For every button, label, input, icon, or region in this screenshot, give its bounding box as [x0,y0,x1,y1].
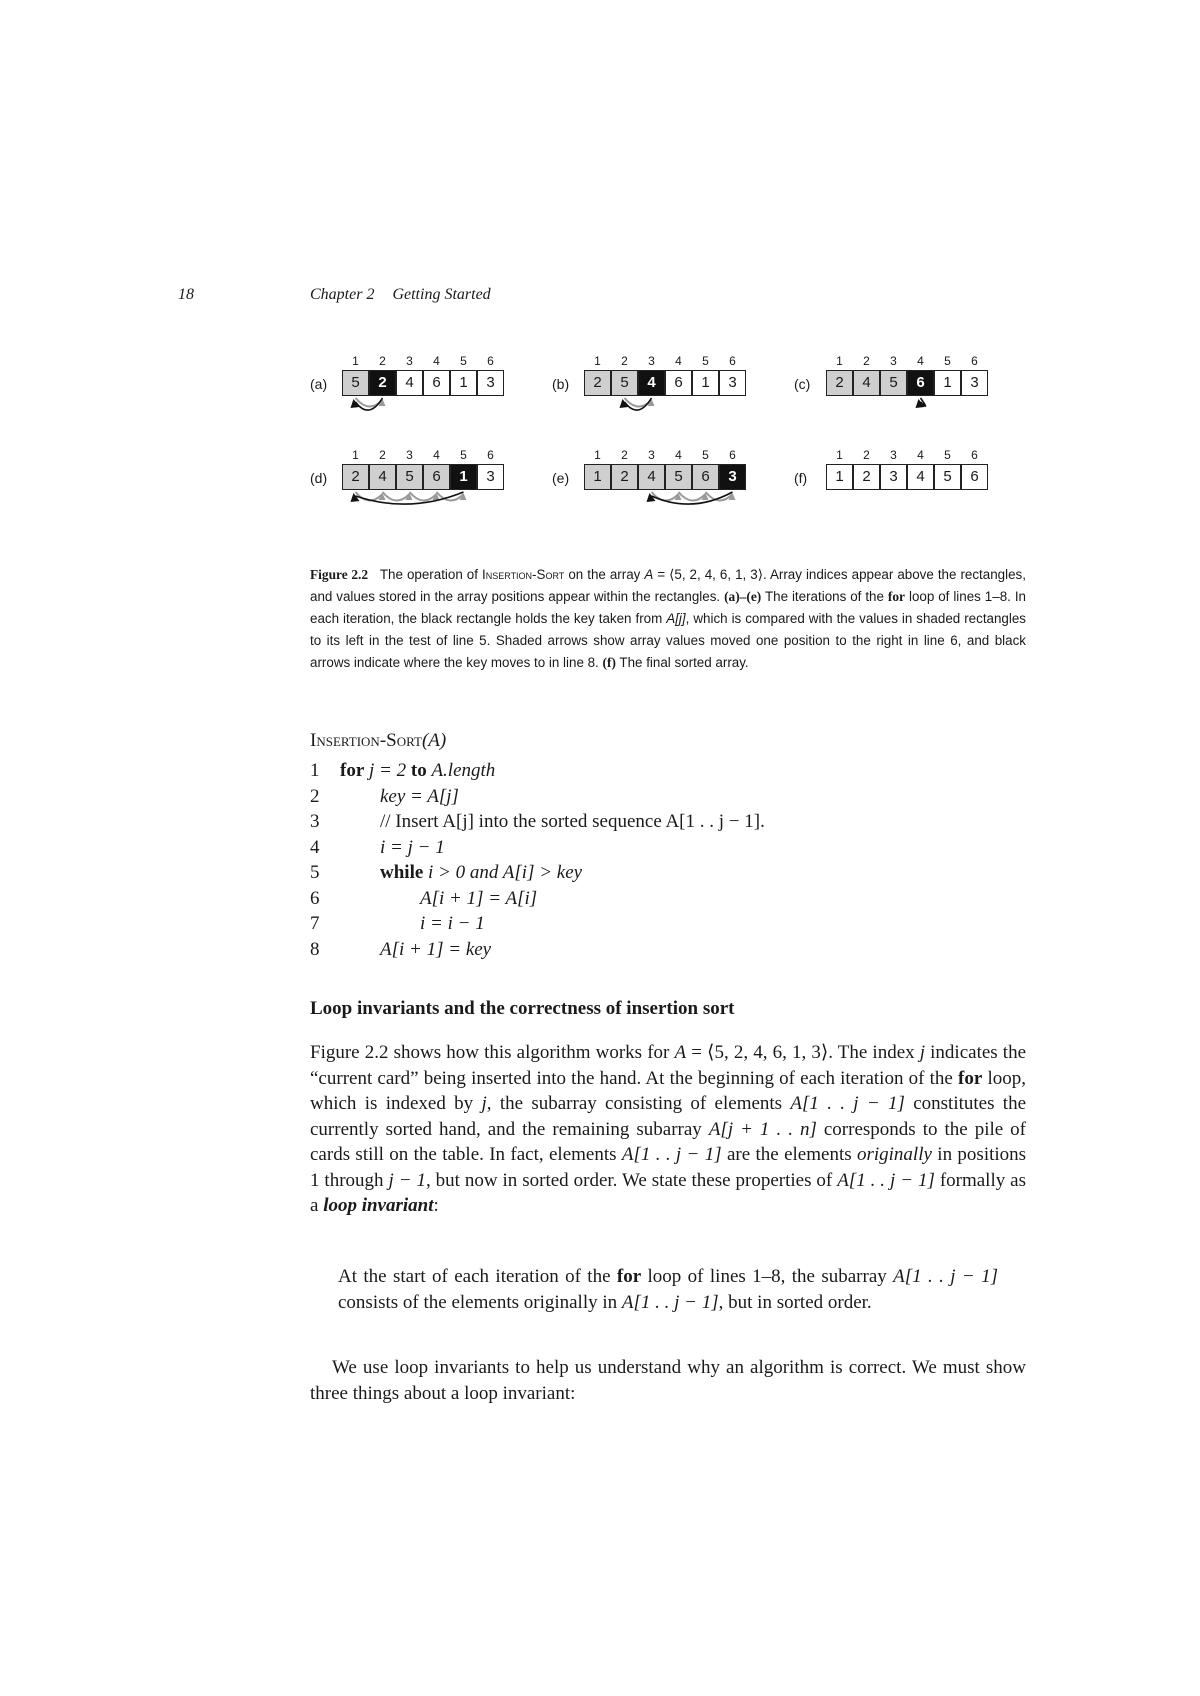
caption-ae: (a)–(e) [724,589,762,604]
invariant-statement: At the start of each iteration of the for loop of lines 1–8, the subarray A[1 . . j − 1] consists of the elements originally in A[1 . . j − 1], but in sorted order. [338,1266,998,1313]
array-index: 5 [944,354,951,368]
array-cell: 3 [880,464,907,490]
shift-arrow [356,398,383,407]
pseudocode-title: Insertion-Sort(A) [310,730,447,751]
array-index: 5 [702,448,709,462]
array-cell: 6 [423,464,450,490]
array-index: 3 [406,448,413,462]
move-arrows [552,330,772,430]
array-cell: 4 [638,464,665,490]
chapter-title: Getting Started [392,286,491,303]
array-cell: 1 [826,464,853,490]
array-cell: 3 [477,464,504,490]
code-line-7: 7 i = i − 1 [310,913,485,934]
caption-label: Figure 2.2 [310,567,369,582]
code-line-6: 6 A[i + 1] = A[i] [310,887,538,909]
array-cell: 5 [396,464,423,490]
array-index: 5 [702,354,709,368]
array-index: 4 [433,448,440,462]
panel-label: (e) [552,470,570,486]
caption-text: The iterations of the [764,589,884,604]
code-line-3: 3 // Insert A[j] into the sorted sequence A[1 . . j − 1]. [310,811,765,832]
array-index: 6 [729,354,736,368]
array-cell: 4 [907,464,934,490]
array-index: 4 [917,448,924,462]
figure-panel-c [794,330,1014,410]
array-cell: 6 [423,370,450,396]
array-cell: 2 [342,464,369,490]
array-index: 5 [460,448,467,462]
caption-text: , which is compared with the values in shaded rectangles to its left in the test of line 5. Shaded arrows show array values moved one position to the right in line 6, and black arrows indicate where the key moves to in line 8. [310,611,1026,670]
figure-caption [310,564,1026,674]
key-arrow [625,398,652,410]
array-index: 5 [944,448,951,462]
array-index: 5 [460,354,467,368]
array-index: 2 [621,354,628,368]
array-index: 3 [648,448,655,462]
array-index: 3 [406,354,413,368]
array-cell: 4 [396,370,423,396]
array-cell: 5 [934,464,961,490]
move-arrows [794,330,1014,430]
array-index: 1 [836,448,843,462]
section-title: Loop invariants and the correctness of insertion sort [310,998,735,1019]
array-cell: 6 [907,370,934,396]
code-line-1: 1 for j = 2 to A.length [310,760,496,781]
array-cell: 3 [477,370,504,396]
array-index: 2 [863,354,870,368]
figure-panel-b [552,330,772,410]
caption-text: on the array [568,567,641,582]
caption-for: for [887,589,906,604]
array-cell: 5 [342,370,369,396]
paragraph-1: Figure 2.2 shows how this algorithm works for A = ⟨5, 2, 4, 6, 1, 3⟩. The index j indicates the “current card” being inserted into the hand. At the beginning of each iteration of the for loop, which is indexed by j, the subarray consisting of elements A[1 . . j − 1] constitutes the currently sorted hand, and the remaining subarray A[j + 1 . . n] corresponds to the pile of cards still on the table. In fact, elements A[1 . . j − 1] are the elements originally in positions 1 through j − 1, but now in sorted order. We state these properties of A[1 . . j − 1] formally as a loop invariant: [310,1042,1027,1216]
array-cell: 4 [369,464,396,490]
array-cell: 3 [719,370,746,396]
array-cell: 5 [665,464,692,490]
array-index: 1 [594,448,601,462]
array-cell: 2 [611,464,638,490]
array-index: 1 [352,354,359,368]
array-cell: 1 [450,464,477,490]
array-index: 4 [675,354,682,368]
array-cell: 6 [692,464,719,490]
figure-panel-a [310,330,530,410]
panel-label: (b) [552,376,570,392]
shift-arrow [679,492,706,501]
move-arrows [310,330,530,430]
panel-label: (a) [310,376,328,392]
array-index: 3 [648,354,655,368]
array-index: 1 [352,448,359,462]
array-index: 6 [487,354,494,368]
array-index: 6 [487,448,494,462]
figure-panel-d [310,424,530,504]
array-index: 2 [379,354,386,368]
array-index: 2 [621,448,628,462]
caption-var: A [644,567,654,582]
array-cell: 2 [826,370,853,396]
array-cell: 6 [961,464,988,490]
key-arrow [652,492,733,504]
array-cell: 5 [611,370,638,396]
array-index: 4 [675,448,682,462]
code-line-2: 2 key = A[j] [310,785,459,807]
caption-text: The final sorted array. [619,655,749,670]
figure-panel-e [552,424,772,504]
array-cell: 2 [584,370,611,396]
key-arrow [356,398,383,410]
array-index: 1 [594,354,601,368]
array-index: 6 [971,354,978,368]
array-cell: 3 [719,464,746,490]
code-line-8: 8 A[i + 1] = key [310,938,492,960]
array-cell: 4 [853,370,880,396]
move-arrows [310,424,530,524]
array-index: 6 [971,448,978,462]
array-cell: 1 [450,370,477,396]
move-arrows [552,424,772,524]
array-cell: 5 [880,370,907,396]
panel-label: (d) [310,470,328,486]
shift-arrow [625,398,652,407]
caption-f: (f) [602,655,616,670]
shift-arrow [652,492,679,501]
caption-aj: A[j] [666,611,686,626]
pseudocode [310,730,1026,962]
array-index: 4 [917,354,924,368]
array-index: 2 [379,448,386,462]
code-line-4: 4 i = j − 1 [310,836,445,858]
shift-arrow [410,492,437,501]
array-index: 6 [729,448,736,462]
page-number: 18 [178,286,194,303]
array-index: 1 [836,354,843,368]
panel-label: (c) [794,376,811,392]
array-cell: 2 [369,370,396,396]
shift-arrow [383,492,410,501]
array-cell: 1 [934,370,961,396]
chapter-label: Chapter 2 [310,286,375,303]
array-cell: 1 [692,370,719,396]
array-cell: 2 [853,464,880,490]
array-cell: 4 [638,370,665,396]
caption-text: loop of lines 1–8. In each iteration, the black rectangle holds the key taken from [310,589,1026,626]
array-index: 3 [890,448,897,462]
paragraph-2: We use loop invariants to help us understand why an algorithm is correct. We must show three things about a loop invariant: [310,1357,1026,1404]
code-line-5: 5 while i > 0 and A[i] > key [310,862,583,883]
caption-text: = ⟨5, 2, 4, 6, 1, 3⟩. Array indices appear above the rectangles, and values stored in the array positions appear within the rectangles. [310,567,1026,604]
caption-text: The operation of [379,567,478,582]
array-cell: 3 [961,370,988,396]
array-cell: 1 [584,464,611,490]
caption-proc: Insertion-Sort [482,567,565,582]
array-index: 4 [433,354,440,368]
panel-label: (f) [794,470,808,486]
array-index: 2 [863,448,870,462]
array-index: 3 [890,354,897,368]
running-header [310,286,491,304]
figure-panel-f [794,424,1014,504]
array-cell: 6 [665,370,692,396]
